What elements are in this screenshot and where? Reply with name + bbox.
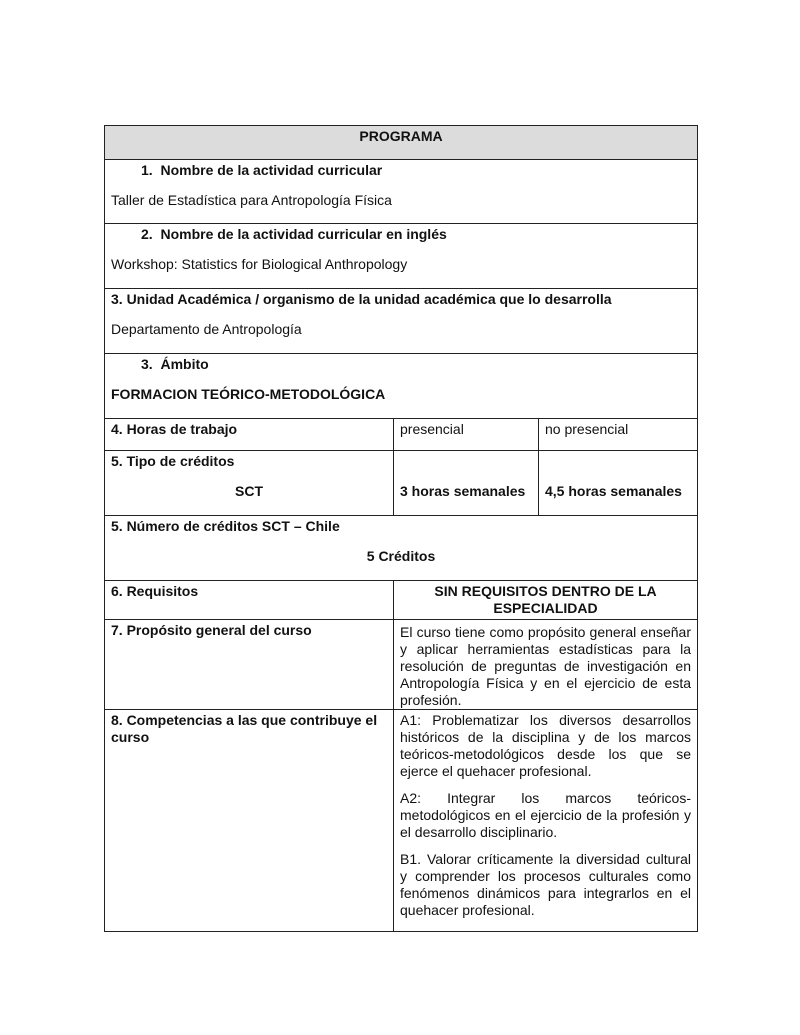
section-label: 2. Nombre de la actividad curricular en inglés (141, 226, 447, 242)
section-scope (105, 354, 698, 419)
requirements-label: 6. Requisitos (105, 581, 394, 620)
work-hours-remote: no presencial (539, 419, 698, 451)
section-label: 5. Número de créditos SCT – Chile (111, 518, 340, 534)
section-label: 5. Tipo de créditos (111, 453, 235, 469)
competencies-list (394, 710, 698, 932)
section-value: FORMACION TEÓRICO-METODOLÓGICA (111, 386, 386, 402)
in-person-hours: 3 horas semanales (394, 451, 539, 516)
section-academic-unit (105, 289, 698, 354)
section-value: Workshop: Statistics for Biological Anthropology (111, 256, 408, 272)
work-hours-label: 4. Horas de trabajo (105, 419, 394, 451)
competency-item: A1: Problematizar los diversos desarrollos históricos de la disciplina y de los marcos teóricos-metodológicos desde los que se ejerce el quehacer profesional. (400, 712, 691, 779)
section-value: SCT (235, 483, 263, 499)
competency-item: A2: Integrar los marcos teóricos-metodológicos en el ejercicio de la profesión y el desarrollo disciplinario. (400, 790, 691, 840)
work-hours-in-person: presencial (394, 419, 539, 451)
section-course-name (105, 160, 698, 224)
remote-hours: 4,5 horas semanales (539, 451, 698, 516)
table-title: PROGRAMA (105, 126, 698, 160)
competency-item: B1. Valorar críticamente la diversidad cultural y comprender los procesos culturales como fenómenos dinámicos para integrarlos en el quehacer profesional. (400, 851, 691, 918)
section-credits (105, 516, 698, 581)
section-label: 3. Unidad Académica / organismo de la unidad académica que lo desarrolla (111, 291, 612, 307)
purpose-label: 7. Propósito general del curso (105, 620, 394, 710)
credit-type-cell (105, 451, 394, 516)
purpose-value: El curso tiene como propósito general enseñar y aplicar herramientas estadísticas para la resolución de preguntas de investigación en Antropología Física y en el ejercicio de esta profesión. (394, 620, 698, 710)
section-value: Taller de Estadística para Antropología Física (111, 192, 392, 208)
program-table (104, 125, 698, 932)
section-value: 5 Créditos (366, 548, 436, 564)
section-course-name-english (105, 224, 698, 289)
section-value: Departamento de Antropología (111, 321, 302, 337)
section-label: 1. Nombre de la actividad curricular (141, 162, 383, 178)
section-label: 3. Ámbito (141, 356, 209, 372)
requirements-value: SIN REQUISITOS DENTRO DE LA ESPECIALIDAD (394, 581, 698, 620)
competencies-label: 8. Competencias a las que contribuye el curso (105, 710, 394, 932)
